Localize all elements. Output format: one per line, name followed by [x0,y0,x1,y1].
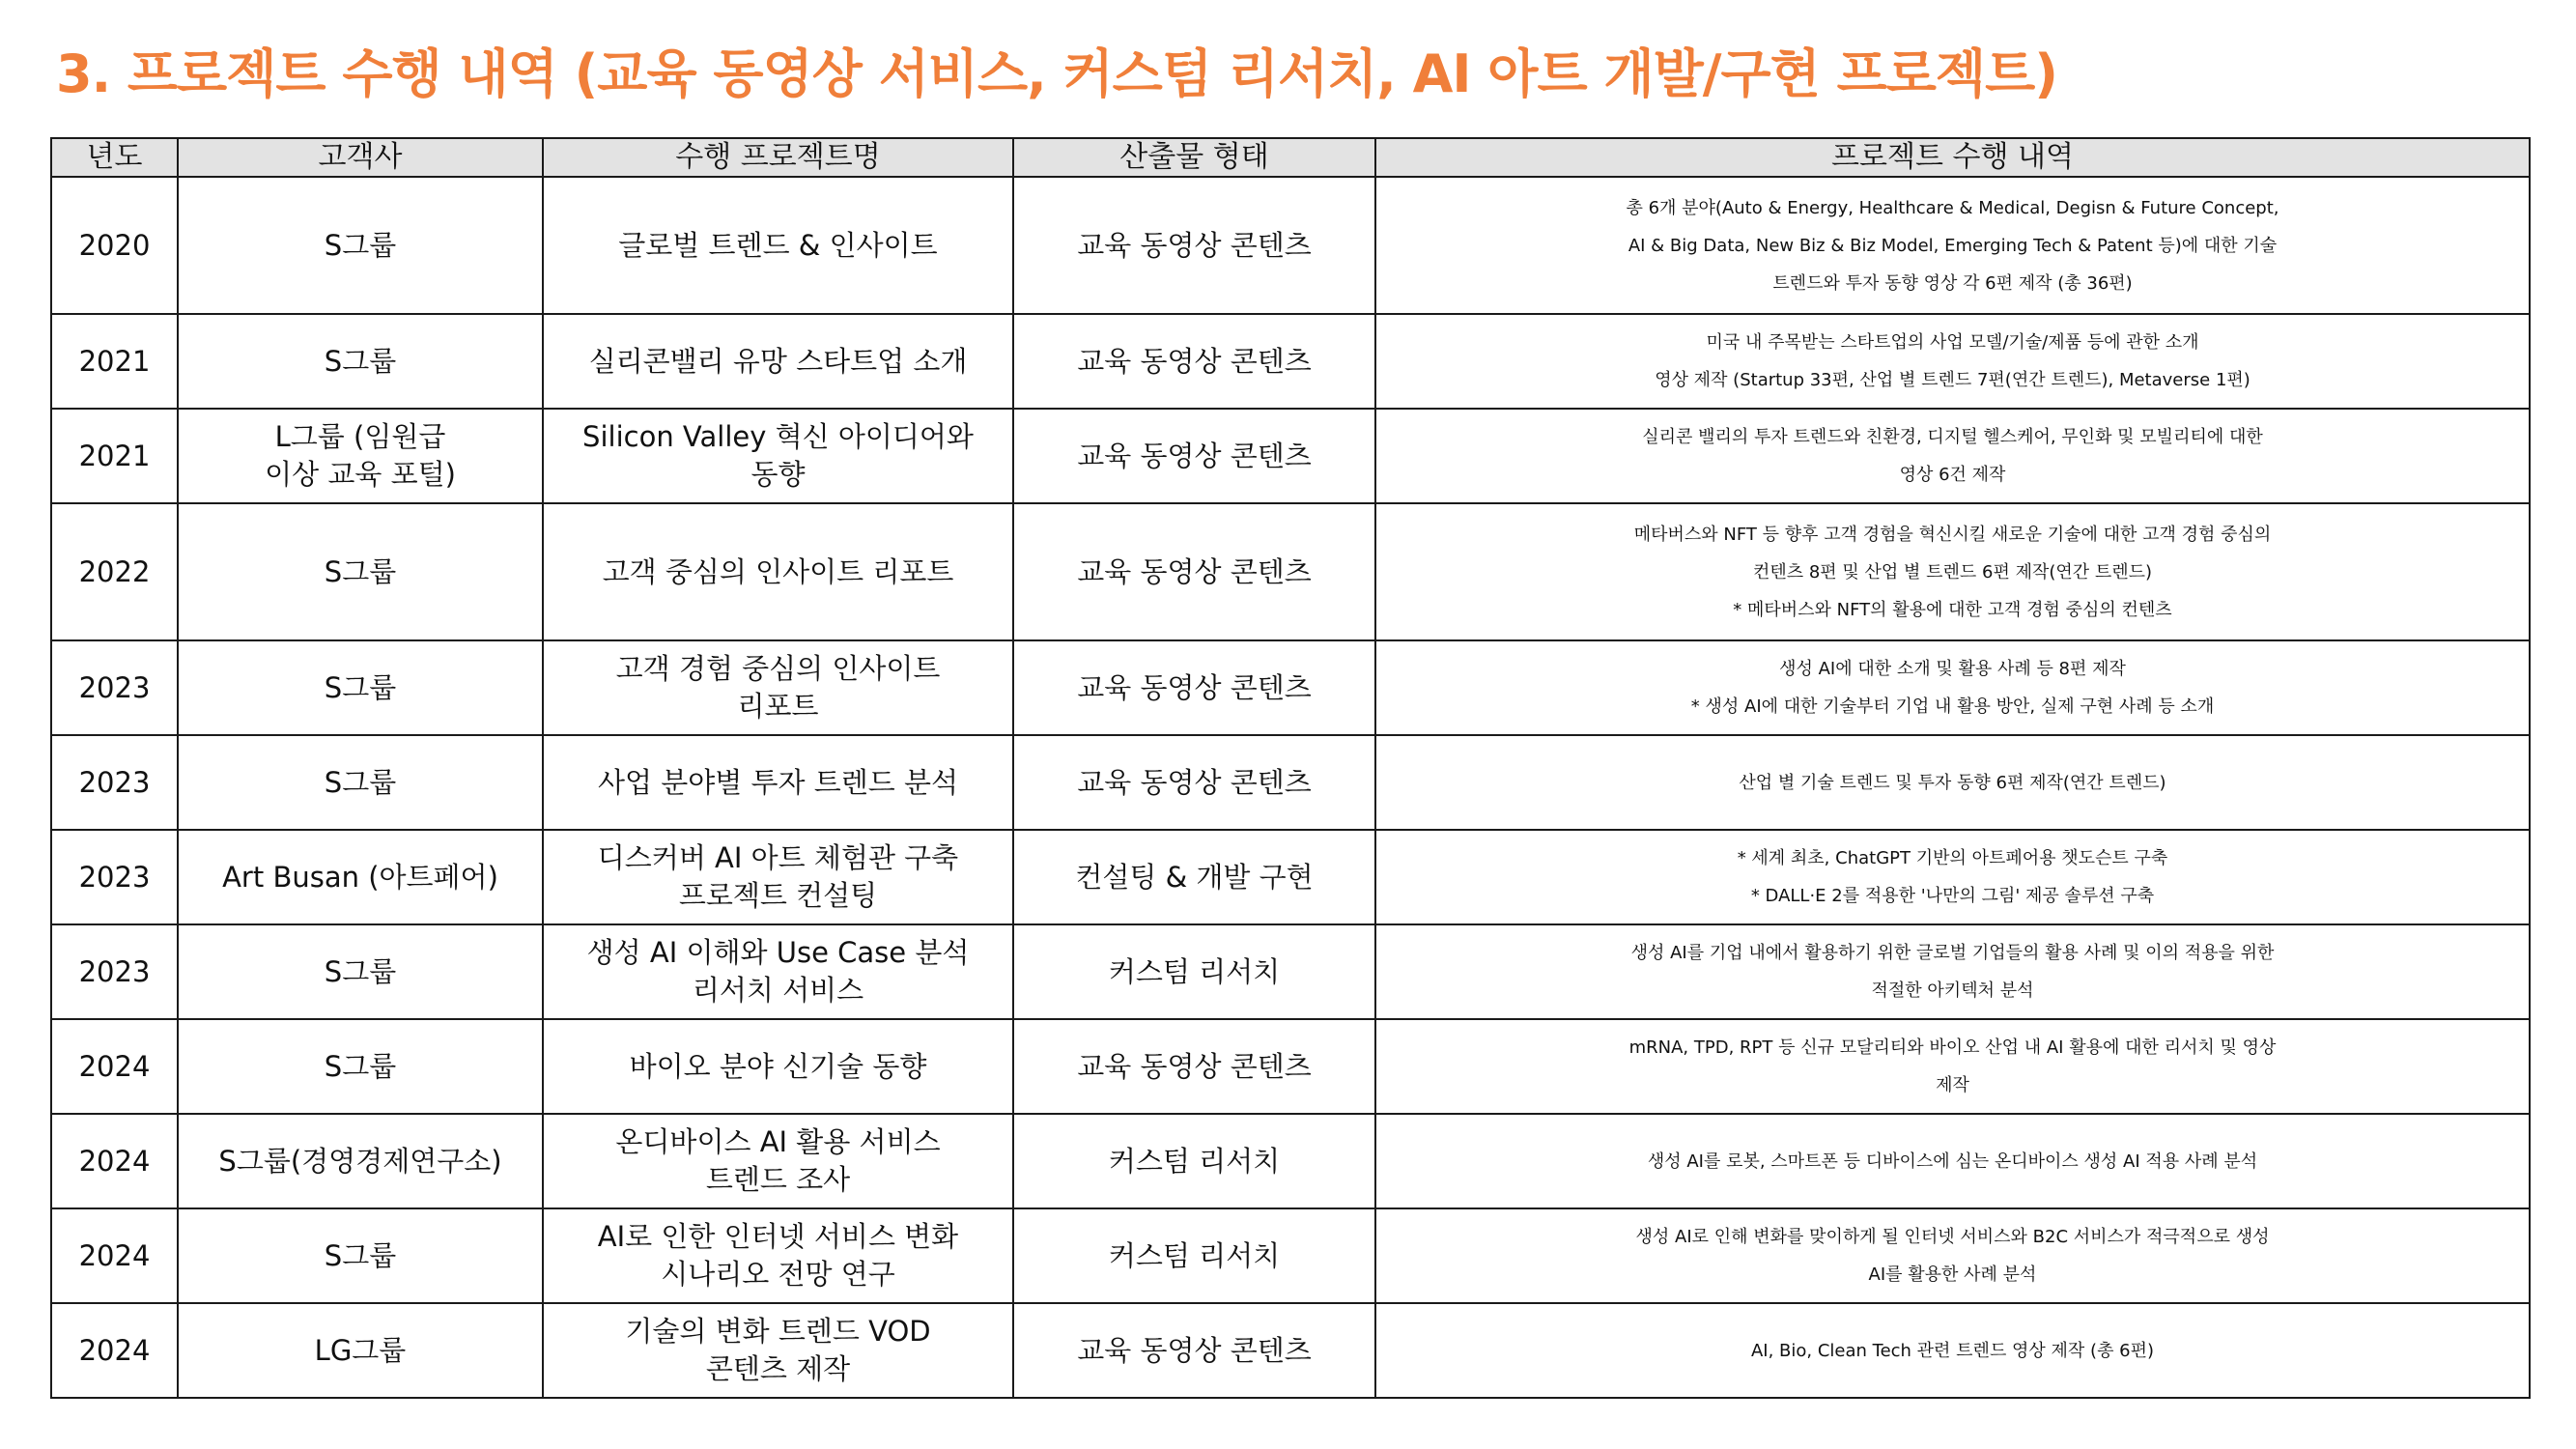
detail-line: 영상 제작 (Startup 33편, 산업 별 트렌드 7편(연간 트렌드), Metaverse 1편) [1655,370,2250,390]
output-type-cell: 커스텀 리서치 [1013,1114,1375,1208]
detail-line: * 세계 최초, ChatGPT 기반의 아트페어용 챗도슨트 구축 [1737,848,2168,868]
client-line: S그룹 [324,765,397,799]
project-name-cell [543,1114,1013,1208]
project-name-line: 고객 중심의 인사이트 리포트 [602,554,954,588]
project-name-line: 기술의 변화 트렌드 VOD [625,1315,931,1348]
client-cell [178,1303,543,1398]
year-cell: 2021 [51,314,178,409]
year-cell: 2020 [51,177,178,314]
detail-line: 생성 AI에 대한 소개 및 활용 사례 등 8편 제작 [1779,659,2126,679]
table-row [51,924,2530,1019]
project-details-cell [1375,830,2530,924]
table-row [51,1208,2530,1303]
client-cell [178,409,543,503]
detail-line: 제작 [1936,1075,1969,1095]
year-cell: 2024 [51,1019,178,1114]
client-line: LG그룹 [314,1333,407,1367]
project-details-cell [1375,314,2530,409]
project-details-cell [1375,1208,2530,1303]
project-name-cell [543,314,1013,409]
year-cell: 2023 [51,640,178,735]
detail-line: 미국 내 주목받는 스타트업의 사업 모델/기술/제품 등에 관한 소개 [1706,332,2199,353]
detail-line: 실리콘 밸리의 투자 트렌드와 친환경, 디지털 헬스케어, 무인화 및 모빌리티에 대한 [1642,427,2263,447]
project-name-line: Silicon Valley 혁신 아이디어와 [582,420,974,453]
header-year: 년도 [51,138,178,177]
client-line: Art Busan (아트페어) [222,860,498,894]
detail-line: 메타버스와 NFT 등 향후 고객 경험을 혁신시킬 새로운 기술에 대한 고객 경험 중심의 [1633,524,2272,545]
project-details-cell [1375,503,2530,640]
header-project-name: 수행 프로젝트명 [543,138,1013,177]
detail-line: 트렌드와 투자 동향 영상 각 6편 제작 (총 36편) [1772,272,2133,294]
project-details-cell [1375,640,2530,735]
client-line: S그룹 [324,228,397,262]
client-line: S그룹 [324,670,397,704]
output-type-cell: 교육 동영상 콘텐츠 [1013,503,1375,640]
client-cell [178,640,543,735]
table-row [51,314,2530,409]
year-cell: 2022 [51,503,178,640]
project-details-cell [1375,1019,2530,1114]
client-line: S그룹 [324,344,397,378]
client-line: L그룹 (임원급 [274,420,446,453]
project-name-cell [543,830,1013,924]
output-type-cell: 커스텀 리서치 [1013,1208,1375,1303]
detail-line: 적절한 아키텍처 분석 [1871,980,2034,1001]
detail-line: * DALL·E 2를 적용한 '나만의 그림' 제공 솔루션 구축 [1750,886,2155,906]
project-name-line: 실리콘밸리 유망 스타트업 소개 [588,344,968,378]
client-line: S그룹 [324,954,397,988]
client-cell [178,1208,543,1303]
project-name-line: 바이오 분야 신기술 동향 [629,1049,927,1083]
table-row [51,1019,2530,1114]
output-type-cell: 교육 동영상 콘텐츠 [1013,1019,1375,1114]
project-name-line: 리서치 서비스 [692,974,864,1007]
output-type-cell: 교육 동영상 콘텐츠 [1013,314,1375,409]
header-project-details: 프로젝트 수행 내역 [1375,138,2530,177]
page-title: 3. 프로젝트 수행 내역 (교육 동영상 서비스, 커스텀 리서치, AI 아트 개발/구현 프로젝트) [56,43,2057,104]
project-details-cell [1375,1303,2530,1398]
year-cell: 2023 [51,735,178,830]
client-cell [178,1019,543,1114]
year-cell: 2023 [51,830,178,924]
table-row [51,177,2530,314]
output-type-cell: 교육 동영상 콘텐츠 [1013,640,1375,735]
output-type-cell: 교육 동영상 콘텐츠 [1013,735,1375,830]
detail-line: 컨텐츠 8편 및 산업 별 트렌드 6편 제작(연간 트렌드) [1752,561,2153,582]
table-body [51,177,2530,1398]
project-name-cell [543,1208,1013,1303]
client-line: S그룹 [324,1238,397,1272]
project-name-line: 동향 [750,458,806,491]
table-row [51,409,2530,503]
output-type-cell: 교육 동영상 콘텐츠 [1013,409,1375,503]
header-output-type: 산출물 형태 [1013,138,1375,177]
project-details-cell [1375,409,2530,503]
project-name-cell [543,735,1013,830]
project-name-line: AI로 인한 인터넷 서비스 변화 [597,1220,959,1253]
table-row [51,503,2530,640]
detail-line: * 생성 AI에 대한 기술부터 기업 내 활용 방안, 실제 구현 사례 등 소개 [1690,696,2215,717]
project-details-cell [1375,735,2530,830]
project-name-line: 리포트 [737,690,819,723]
project-name-line: 고객 경험 중심의 인사이트 [615,652,941,685]
table-header-row [51,138,2530,177]
detail-line: * 메타버스와 NFT의 활용에 대한 고객 경험 중심의 컨텐츠 [1733,599,2172,620]
detail-line: AI, Bio, Clean Tech 관련 트렌드 영상 제작 (총 6편) [1750,1340,2155,1361]
client-line: S그룹 [324,1049,397,1083]
client-cell [178,177,543,314]
table-row [51,830,2530,924]
year-cell: 2024 [51,1114,178,1208]
detail-line: 생성 AI로 인해 변화를 맞이하게 될 인터넷 서비스와 B2C 서비스가 적극적으로 생성 [1635,1227,2270,1247]
project-details-cell [1375,177,2530,314]
table-row [51,640,2530,735]
project-name-cell [543,640,1013,735]
project-history-table [50,137,2531,1399]
year-cell: 2024 [51,1303,178,1398]
client-cell [178,830,543,924]
header-client: 고객사 [178,138,543,177]
detail-line: 생성 AI를 기업 내에서 활용하기 위한 글로벌 기업들의 활용 사례 및 이의 적용을 위한 [1630,943,2275,963]
client-cell [178,735,543,830]
project-name-cell [543,177,1013,314]
project-name-line: 콘텐츠 제작 [705,1352,851,1385]
detail-line: AI를 활용한 사례 분석 [1868,1264,2037,1285]
project-name-line: 사업 분야별 투자 트렌드 분석 [597,765,959,799]
output-type-cell: 교육 동영상 콘텐츠 [1013,177,1375,314]
project-name-line: 트렌드 조사 [705,1163,851,1196]
project-name-cell [543,1303,1013,1398]
project-name-cell [543,503,1013,640]
table-row [51,1303,2530,1398]
project-name-cell [543,924,1013,1019]
client-line: S그룹(경영경제연구소) [218,1144,502,1178]
detail-line: 생성 AI를 로봇, 스마트폰 등 디바이스에 심는 온디바이스 생성 AI 적용 사례 분석 [1647,1151,2258,1172]
project-name-line: 온디바이스 AI 활용 서비스 [615,1125,941,1158]
table-row [51,735,2530,830]
detail-line: AI & Big Data, New Biz & Biz Model, Emerging Tech & Patent 등)에 대한 기술 [1628,235,2278,256]
project-name-line: 글로벌 트렌드 & 인사이트 [618,228,938,262]
client-line: 이상 교육 포털) [265,458,456,491]
detail-line: 산업 별 기술 트렌드 및 투자 동향 6편 제작(연간 트렌드) [1739,772,2166,793]
project-details-cell [1375,1114,2530,1208]
output-type-cell: 컨설팅 & 개발 구현 [1013,830,1375,924]
detail-line: 영상 6건 제작 [1899,465,2006,485]
output-type-cell: 커스텀 리서치 [1013,924,1375,1019]
project-name-cell [543,409,1013,503]
detail-line: 총 6개 분야(Auto & Energy, Healthcare & Medical, Degisn & Future Concept, [1626,197,2279,218]
client-cell [178,314,543,409]
project-name-line: 디스커버 AI 아트 체험관 구축 [597,841,959,874]
client-cell [178,924,543,1019]
client-cell [178,503,543,640]
client-line: S그룹 [324,554,397,588]
project-name-line: 시나리오 전망 연구 [661,1258,895,1291]
project-details-cell [1375,924,2530,1019]
output-type-cell: 교육 동영상 콘텐츠 [1013,1303,1375,1398]
detail-line: mRNA, TPD, RPT 등 신규 모달리티와 바이오 산업 내 AI 활용에 대한 리서치 및 영상 [1628,1037,2277,1058]
year-cell: 2024 [51,1208,178,1303]
year-cell: 2023 [51,924,178,1019]
project-name-cell [543,1019,1013,1114]
client-cell [178,1114,543,1208]
year-cell: 2021 [51,409,178,503]
project-name-line: 프로젝트 컨설팅 [678,879,878,912]
project-name-line: 생성 AI 이해와 Use Case 분석 [586,936,970,969]
table-row [51,1114,2530,1208]
